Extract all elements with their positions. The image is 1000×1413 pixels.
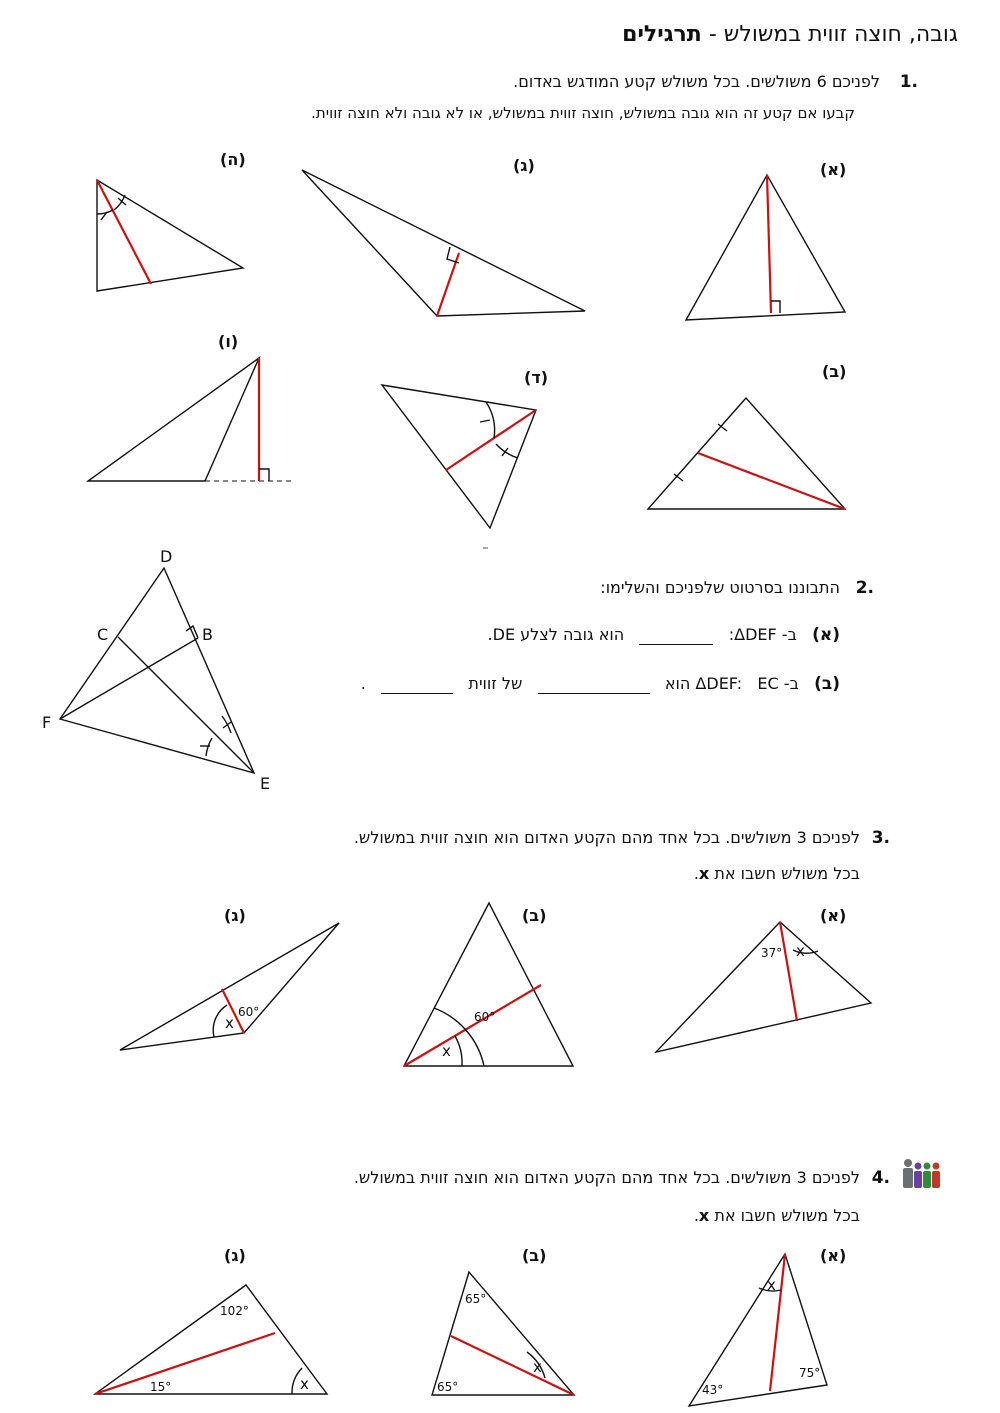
q3-triangle-b <box>404 903 573 1066</box>
q3-b-angle-60: 60° <box>474 1010 496 1024</box>
q2-a-label: (א) <box>812 625 840 645</box>
q2-point-e: E <box>260 774 271 793</box>
q2-point-d: D <box>160 547 173 566</box>
q2-angle-arc1 <box>206 738 212 756</box>
q1-a-right-angle-mark <box>771 301 780 313</box>
q4-line2-dot: . <box>693 1206 699 1225</box>
q2-intro: התבוננו בסרטוט שלפניכם והשלימו: <box>600 578 840 597</box>
q1-f-right-angle-mark <box>259 469 269 481</box>
q3-label-a: (א) <box>820 906 847 925</box>
q3-triangle-a <box>656 922 871 1052</box>
q3-line1: לפניכם 3 משולשים. בכל אחד מהם הקטע האדום הוא חוצה זווית במשולש. <box>353 828 860 847</box>
q1-d-tick2 <box>502 448 508 456</box>
q1-line2: קבעו אם קטע זה הוא גובה במשולש, חוצה זווית במשולש, או לא גובה ולא חוצה זווית. <box>311 104 855 122</box>
q1-label-e: (ה) <box>220 150 246 169</box>
q1-label-a: (א) <box>820 160 847 179</box>
q4-b-angle-x: x <box>533 1358 542 1376</box>
q4-line2-x: x <box>698 1206 710 1225</box>
q3-line2-x: x <box>698 864 710 883</box>
q1-d-tick1 <box>480 420 490 422</box>
q4-triangle-c <box>95 1285 327 1394</box>
q4-b-angle-65-bottom: 65° <box>437 1380 459 1394</box>
q4-c-angle-102: 102° <box>220 1304 249 1318</box>
q1-label-f: (ו) <box>218 332 239 351</box>
title-main: גובה, חוצה זווית במשולש - <box>701 22 958 47</box>
q3-line2-text: בכל משולש חשבו את <box>709 864 860 883</box>
q4-b-angle-65-top: 65° <box>465 1292 487 1306</box>
q2-point-f: F <box>42 713 52 732</box>
q2-b-text2: EC הוא <box>664 674 779 693</box>
q4-triangle-b <box>432 1272 574 1395</box>
q2-segment-ec <box>118 637 254 773</box>
q3-b-angle-x: x <box>442 1042 451 1060</box>
q3-line2-dot: . <box>693 864 699 883</box>
q1-label-b: (ב) <box>822 362 847 381</box>
q1-triangle-d <box>382 385 536 528</box>
group-work-icon <box>903 1159 940 1188</box>
q4-line2-text: בכל משולש חשבו את <box>709 1206 860 1225</box>
q1-label-c: (ג) <box>513 156 535 175</box>
q1-line1: לפניכם 6 משולשים. בכל משולש קטע המודגש באדום. <box>513 72 880 91</box>
q2-diagram <box>60 568 254 773</box>
q4-number: 4. <box>871 1168 890 1188</box>
q2-segment-fb <box>60 638 198 719</box>
q4-c-red-segment <box>95 1333 275 1394</box>
q1-d-red-segment <box>446 410 536 470</box>
q1-triangle-a <box>686 175 845 320</box>
q2-a-text1: ב- ΔDEF: <box>728 625 797 644</box>
q3-c-angle-60: 60° <box>238 1005 260 1019</box>
q1-e-angle-arc1 <box>97 210 113 214</box>
q2-b-text3: של זווית <box>468 674 523 693</box>
q3-label-b: (ב) <box>522 906 547 925</box>
q1-triangle-c <box>302 170 585 316</box>
q2-a-text2: הוא גובה לצלע DE. <box>487 625 625 644</box>
title-bold: תרגילים <box>622 22 702 47</box>
q1-triangle-f <box>88 358 295 481</box>
q2-point-b: B <box>202 625 213 644</box>
q3-a-angle-37: 37° <box>761 946 783 960</box>
q1-b-red-segment <box>698 453 845 509</box>
q4-label-b: (ב) <box>522 1246 547 1265</box>
q4-c-angle-15: 15° <box>150 1380 172 1394</box>
q1-triangle-e <box>97 180 243 291</box>
q1-d-angle-arc2 <box>496 444 518 458</box>
q2-b-text1: ב- ΔDEF: <box>695 674 799 693</box>
q1-a-red-segment <box>767 175 771 313</box>
q4-label-a: (א) <box>820 1246 847 1265</box>
q4-c-angle-x: x <box>300 1375 309 1393</box>
q1-number: 1. <box>899 72 918 92</box>
q4-b-red-segment <box>451 1336 574 1395</box>
q3-a-red-segment <box>780 922 797 1021</box>
q3-number: 3. <box>871 828 890 848</box>
q4-a-angle-43: 43° <box>702 1383 724 1397</box>
q2-b-dot: . <box>360 674 366 693</box>
q4-label-c: (ג) <box>224 1246 246 1265</box>
q1-label-d: (ד) <box>524 368 549 387</box>
q3-label-c: (ג) <box>224 906 246 925</box>
q1-triangle-b <box>648 398 845 509</box>
q2-b-label: (ב) <box>814 674 840 694</box>
q3-b-angle-arc-small <box>455 1036 462 1066</box>
q4-a-angle-75: 75° <box>799 1366 821 1380</box>
q3-c-angle-x: x <box>225 1014 234 1032</box>
q4-a-angle-x: x <box>767 1276 776 1294</box>
q4-line1: לפניכם 3 משולשים. בכל אחד מהם הקטע האדום הוא חוצה זווית במשולש. <box>353 1168 860 1187</box>
q3-a-angle-x: x <box>796 942 805 960</box>
q2-point-c: C <box>97 625 109 644</box>
q2-number: 2. <box>855 578 874 598</box>
